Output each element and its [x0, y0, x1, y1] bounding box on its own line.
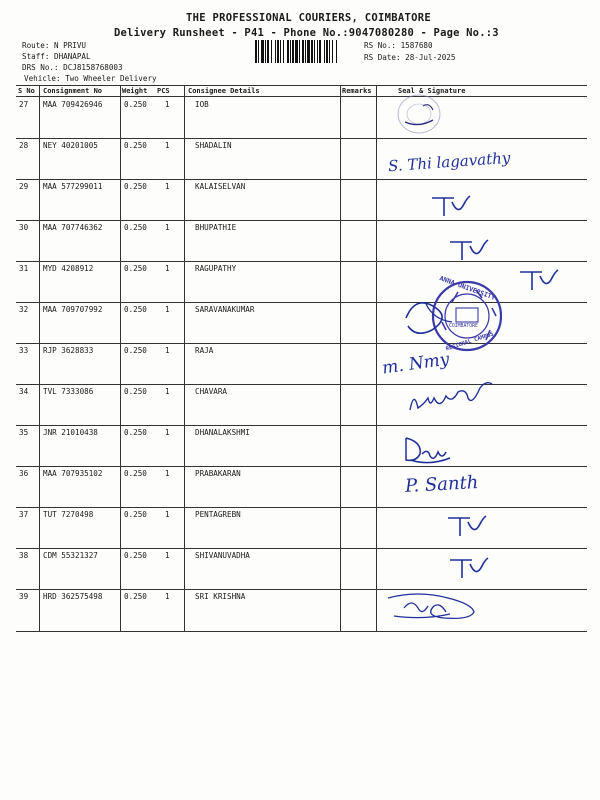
cell-consignment: HRD 362575498	[43, 592, 103, 601]
signature-initials-icon	[428, 192, 472, 220]
cell-pcs: 1	[165, 510, 170, 519]
cell-pcs: 1	[165, 182, 170, 191]
column-header-consignment: Consignment No	[43, 87, 103, 95]
rs-number: RS No.: 1587680	[364, 41, 433, 50]
cell-weight: 0.250	[124, 592, 147, 601]
table-row	[0, 548, 600, 589]
cell-consignee: RAGUPATHY	[195, 264, 237, 273]
column-header-remarks: Remarks	[342, 87, 372, 95]
cell-sno: 30	[19, 223, 29, 232]
barcode-icon	[255, 40, 355, 63]
cell-weight: 0.250	[124, 100, 147, 109]
row-rule	[16, 138, 587, 139]
cell-consignment: JNR 21010438	[43, 428, 98, 437]
cell-pcs: 1	[165, 551, 170, 560]
cell-weight: 0.250	[124, 182, 147, 191]
row-rule	[16, 425, 587, 426]
cell-sno: 32	[19, 305, 29, 314]
cell-consignment: TUT 7270498	[43, 510, 94, 519]
cell-sno: 38	[19, 551, 29, 560]
cell-consignee: SHADALIN	[195, 141, 232, 150]
signature-scribble-icon	[384, 586, 478, 622]
signature-scribble-icon	[402, 432, 454, 466]
cell-weight: 0.250	[124, 551, 147, 560]
cell-consignment: NEY 40201005	[43, 141, 98, 150]
cell-consignment: MYD 4208912	[43, 264, 94, 273]
column-header-pcs: PCS	[157, 87, 170, 95]
row-rule	[16, 548, 587, 549]
row-rule	[16, 261, 587, 262]
cell-pcs: 1	[165, 592, 170, 601]
cell-consignment: MAA 577299011	[43, 182, 103, 191]
signature-text: P. Santh	[404, 472, 479, 497]
signature-initials-icon	[516, 266, 560, 294]
table-row	[0, 179, 600, 220]
table-row	[0, 220, 600, 261]
table-row	[0, 425, 600, 466]
seal-text-top: ANNA UNIVERSITY	[438, 274, 497, 302]
cell-sno: 31	[19, 264, 29, 273]
cell-consignment: CDM 55321327	[43, 551, 98, 560]
cell-pcs: 1	[165, 469, 170, 478]
cell-weight: 0.250	[124, 141, 147, 150]
cell-consignee: PENTAGREBN	[195, 510, 241, 519]
runsheet-subtitle: Delivery Runsheet - P41 - Phone No.:9047080280 - Page No.:3	[114, 27, 499, 39]
cell-pcs: 1	[165, 264, 170, 273]
table-bottom-rule	[16, 631, 587, 632]
cell-sno: 35	[19, 428, 29, 437]
table-row	[0, 97, 600, 138]
cell-pcs: 1	[165, 346, 170, 355]
row-rule	[16, 466, 587, 467]
seal-text-center: COIMBATORE	[449, 324, 478, 329]
route-label: Route: N PRIVU	[22, 41, 87, 50]
cell-pcs: 1	[165, 223, 170, 232]
signature-scribble-icon	[404, 386, 500, 416]
cell-weight: 0.250	[124, 346, 147, 355]
cell-weight: 0.250	[124, 305, 147, 314]
rs-date: RS Date: 28-Jul-2025	[364, 53, 456, 62]
column-header-seal: Seal & Signature	[398, 87, 466, 95]
signature-text: S. Thi lagavathy	[387, 148, 511, 176]
table-row	[0, 589, 600, 630]
cell-pcs: 1	[165, 387, 170, 396]
cell-sno: 27	[19, 100, 29, 109]
column-header-sno: S No	[18, 87, 35, 95]
table-row	[0, 343, 600, 384]
page-title: THE PROFESSIONAL COURIERS, COIMBATORE	[186, 12, 431, 24]
cell-sno: 36	[19, 469, 29, 478]
cell-consignee: KALAISELVAN	[195, 182, 246, 191]
cell-sno: 37	[19, 510, 29, 519]
table-row	[0, 261, 600, 302]
cell-sno: 29	[19, 182, 29, 191]
cell-consignment: MAA 709426946	[43, 100, 103, 109]
cell-consignee: CHAVARA	[195, 387, 228, 396]
table-row	[0, 466, 600, 507]
cell-sno: 34	[19, 387, 29, 396]
vehicle-label: Vehicle: Two Wheeler Delivery	[24, 74, 157, 83]
cell-weight: 0.250	[124, 264, 147, 273]
cell-pcs: 1	[165, 100, 170, 109]
row-rule	[16, 589, 587, 590]
cell-consignee: SARAVANAKUMAR	[195, 305, 255, 314]
cell-sno: 33	[19, 346, 29, 355]
cell-consignment: MAA 707935102	[43, 469, 103, 478]
table-row	[0, 507, 600, 548]
signature-initials-icon	[446, 236, 490, 264]
cell-consignee: DHANALAKSHMI	[195, 428, 250, 437]
cell-consignee: IOB	[195, 100, 209, 109]
cell-consignment: MAA 709707992	[43, 305, 103, 314]
signature-text: m. Nmy	[380, 349, 451, 379]
cell-consignee: SRI KRISHNA	[195, 592, 246, 601]
cell-consignee: SHIVANUVADHA	[195, 551, 250, 560]
column-header-weight: Weight	[122, 87, 148, 95]
signature-initials-icon	[444, 512, 488, 540]
cell-consignee: PRABAKARAN	[195, 469, 241, 478]
cell-weight: 0.250	[124, 223, 147, 232]
faded-stamp-icon	[393, 92, 445, 136]
drs-number: DRS No.: DCJ8158768003	[22, 63, 123, 72]
cell-consignment: RJP 3628833	[43, 346, 94, 355]
cell-weight: 0.250	[124, 469, 147, 478]
cell-weight: 0.250	[124, 387, 147, 396]
cell-weight: 0.250	[124, 510, 147, 519]
cell-sno: 39	[19, 592, 29, 601]
cell-consignment: MAA 707746362	[43, 223, 103, 232]
staff-label: Staff: DHANAPAL	[22, 52, 91, 61]
signature-initials-icon	[446, 554, 490, 582]
cell-pcs: 1	[165, 141, 170, 150]
table-top-rule	[16, 85, 587, 86]
cell-consignee: RAJA	[195, 346, 214, 355]
table-row	[0, 384, 600, 425]
column-header-consignee: Consignee Details	[188, 87, 260, 95]
seal-text-bottom: REGIONAL CAMPUS	[445, 331, 495, 353]
cell-sno: 28	[19, 141, 29, 150]
cell-pcs: 1	[165, 305, 170, 314]
row-rule	[16, 384, 587, 385]
row-rule	[16, 220, 587, 221]
table-row	[0, 302, 600, 343]
cell-consignment: TVL 7333086	[43, 387, 94, 396]
cell-pcs: 1	[165, 428, 170, 437]
cell-weight: 0.250	[124, 428, 147, 437]
row-rule	[16, 179, 587, 180]
cell-consignee: BHUPATHIE	[195, 223, 237, 232]
row-rule	[16, 507, 587, 508]
